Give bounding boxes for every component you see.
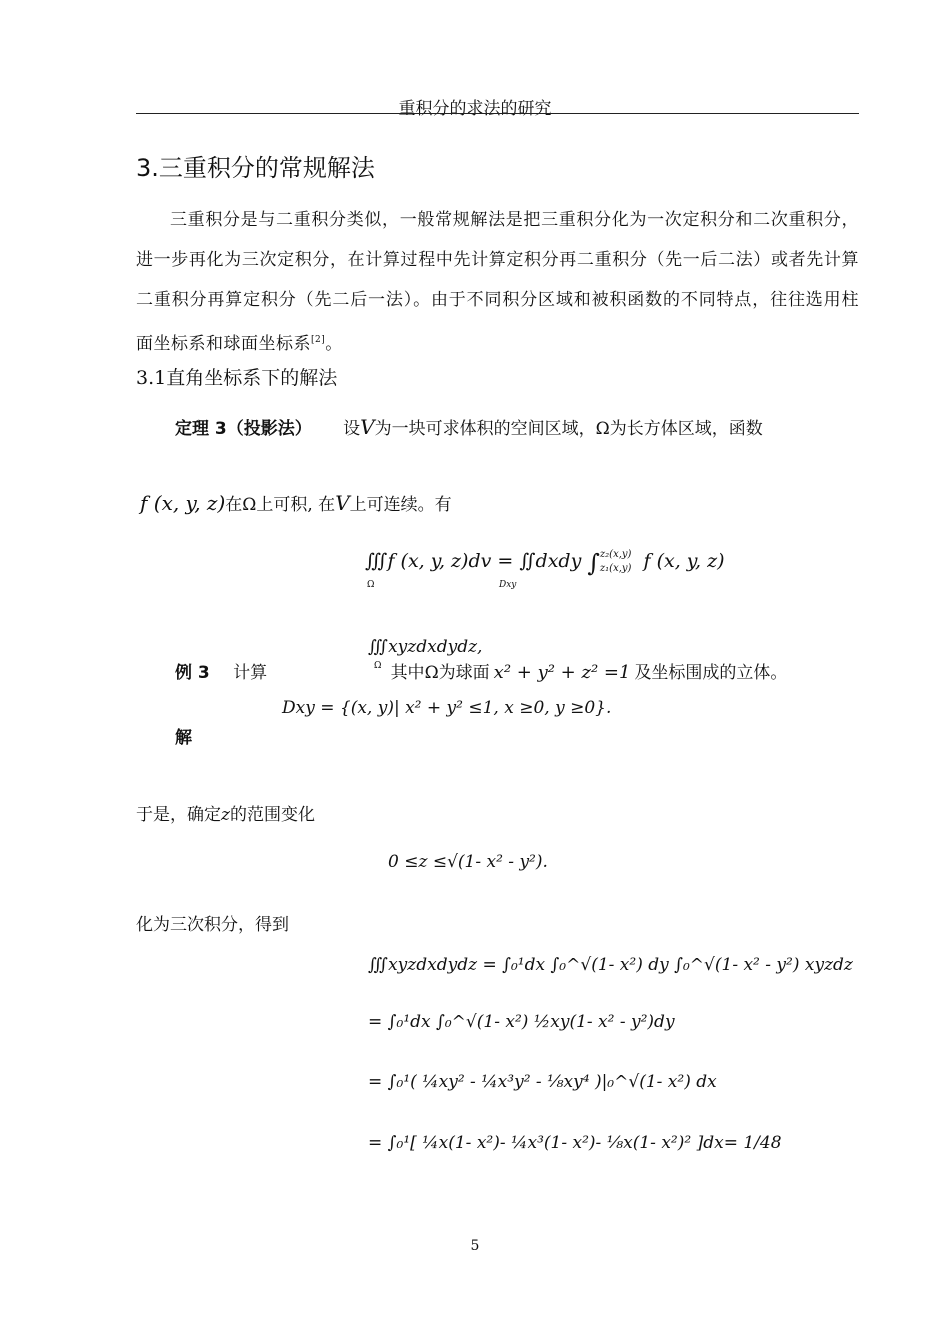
running-header: 重积分的求法的研究 bbox=[398, 99, 552, 119]
citation: [2] bbox=[311, 335, 326, 345]
body-paragraph bbox=[136, 200, 859, 364]
projection-formula bbox=[365, 548, 725, 590]
function-expr: f (x, y, z) bbox=[140, 491, 226, 515]
condition-text-c: 上可连续。有 bbox=[349, 495, 452, 515]
theorem-label: 定理 3（投影法） bbox=[175, 419, 312, 439]
example-integral bbox=[368, 637, 483, 671]
condition-omega: Ω bbox=[242, 495, 257, 515]
calculation-step-1: ∭xyzdxdydz = ∫₀¹dx ∫₀^√(1- x²) dy ∫₀^√(1- x² - y²) xyzdz bbox=[368, 955, 853, 975]
theorem-var-v: V bbox=[360, 415, 375, 439]
integral-sign: ∫ bbox=[587, 549, 600, 577]
formula-region-omega: Ω bbox=[367, 580, 375, 590]
calculation-step-2: = ∫₀¹dx ∫₀^√(1- x²) ½xy(1- x² - y²)dy bbox=[368, 1012, 675, 1032]
integral-upper-limit: z₂(x,y) bbox=[599, 549, 632, 560]
formula-region-dxy: Dxy bbox=[499, 580, 517, 590]
paragraph-text: 三重积分是与二重积分类似，一般常规解法是把三重积分化为一次定积分和二次重积分，进一步再化为三次定积分，在计算过程中先计算定积分再二重积分（先一后二法）或者先计算二重积分再算定积分（先二后一法）。由于不同积分区域和被积函数的不同特点，往往选用柱面坐标系和球面坐标系 bbox=[136, 210, 859, 354]
integral-lower-limit: z₁(x,y) bbox=[599, 563, 632, 574]
example-text-a: 计算 bbox=[233, 663, 268, 683]
subsection-number: 3.1 bbox=[136, 367, 167, 389]
condition-text-a: 在 bbox=[225, 495, 243, 515]
section-title: 3.三重积分的常规解法 bbox=[136, 154, 375, 182]
subsection-title bbox=[136, 363, 337, 390]
then-var-z: z bbox=[221, 805, 230, 825]
theorem-text-c: 为长方体区域，函数 bbox=[609, 419, 763, 439]
page-number: 5 bbox=[470, 1238, 480, 1254]
then-text-a: 于是，确定 bbox=[136, 805, 221, 825]
condition-var-v: V bbox=[335, 491, 350, 515]
header-rule bbox=[136, 113, 859, 114]
example-integrand: ∭xyzdxdydz, bbox=[368, 637, 483, 657]
example-statement bbox=[175, 658, 787, 683]
example-text-d: 及坐标围成的立体。 bbox=[634, 663, 788, 683]
solution-label: 解 bbox=[175, 728, 192, 748]
condition-text-b: 上可积, 在 bbox=[256, 495, 336, 515]
theorem-condition bbox=[140, 490, 452, 515]
z-range-inequality: 0 ≤z ≤√(1- x² - y²). bbox=[388, 852, 548, 872]
example-omega: Ω bbox=[424, 663, 439, 683]
theorem-text-a: 设 bbox=[343, 419, 361, 439]
theorem-statement bbox=[175, 414, 865, 439]
formula-equals: = bbox=[497, 550, 514, 572]
example-text-c: 为球面 bbox=[438, 663, 490, 683]
subsection-text: 直角坐标系下的解法 bbox=[166, 367, 338, 389]
calculation-step-3: = ∫₀¹( ¼xy² - ¼x³y² - ⅛xy⁴ )|₀^√(1- x²) dx bbox=[368, 1072, 717, 1092]
projection-region: Dxy = {(x, y)| x² + y² ≤1, x ≥0, y ≥0}. bbox=[282, 698, 612, 718]
calculation-step-4: = ∫₀¹[ ¼x(1- x²)- ¼x³(1- x²)- ⅛x(1- x²)² ]dx= 1/48 bbox=[368, 1133, 782, 1153]
formula-rhs: f (x, y, z) bbox=[643, 550, 725, 572]
example-label: 例 3 bbox=[175, 663, 210, 683]
triple-integral-intro: 化为三次积分，得到 bbox=[136, 915, 289, 935]
then-text-b: 的范围变化 bbox=[229, 805, 315, 825]
theorem-omega: Ω bbox=[595, 419, 610, 439]
z-range-intro bbox=[136, 800, 315, 825]
theorem-text-b: 为一块可求体积的空间区域， bbox=[374, 419, 596, 439]
formula-lhs: ∭f (x, y, z)dv bbox=[365, 550, 492, 572]
sphere-equation: x² + y² + z² =1 bbox=[493, 662, 631, 683]
formula-mid: ∬dxdy bbox=[519, 550, 582, 572]
paragraph-end: 。 bbox=[325, 334, 343, 354]
example-region: Ω bbox=[374, 661, 382, 671]
example-text-b: 其中 bbox=[390, 663, 425, 683]
